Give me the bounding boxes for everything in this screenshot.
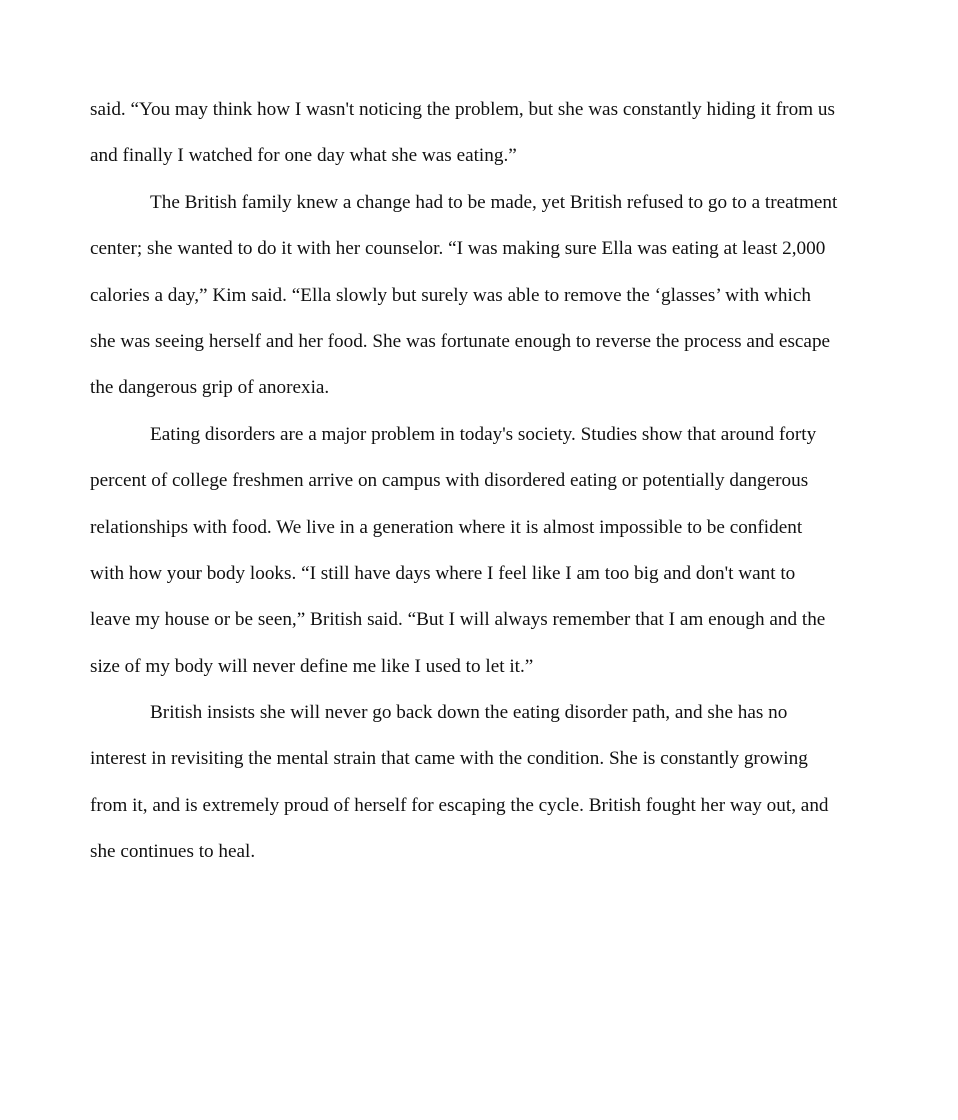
document-body [90,87,880,876]
text-line: relationships with food. We live in a generation where it is almost impossible to be confident [90,516,803,538]
text-line: and finally I watched for one day what she was eating.” [90,145,517,167]
text-line: she continues to heal. [90,841,256,863]
text-line: the dangerous grip of anorexia. [90,377,330,399]
paragraph-first-line: Eating disorders are a major problem in today's society. Studies show that around forty [150,423,817,445]
text-line: from it, and is extremely proud of herself for escaping the cycle. British fought her way out, and [90,794,829,816]
text-line: size of my body will never define me like I used to let it.” [90,655,534,677]
text-line: said. “You may think how I wasn't noticing the problem, but she was constantly hiding it from us [90,99,835,120]
text-line: center; she wanted to do it with her counselor. “I was making sure Ella was eating at least 2,000 [90,238,826,260]
text-line: she was seeing herself and her food. She was fortunate enough to reverse the process and escape [90,330,831,352]
text-line: interest in revisiting the mental strain that came with the condition. She is constantly growing [90,748,808,770]
text-line: leave my house or be seen,” British said. “But I will always remember that I am enough and the [90,609,826,631]
paragraph-first-line: The British family knew a change had to be made, yet British refused to go to a treatment [150,191,838,213]
paragraph-first-line: British insists she will never go back down the eating disorder path, and she has no [150,702,788,724]
text-line: calories a day,” Kim said. “Ella slowly but surely was able to remove the ‘glasses’ with which [90,284,811,306]
text-line: with how your body looks. “I still have days where I feel like I am too big and don't want to [90,562,796,584]
text-line: percent of college freshmen arrive on campus with disordered eating or potentially dangerous [90,470,809,492]
